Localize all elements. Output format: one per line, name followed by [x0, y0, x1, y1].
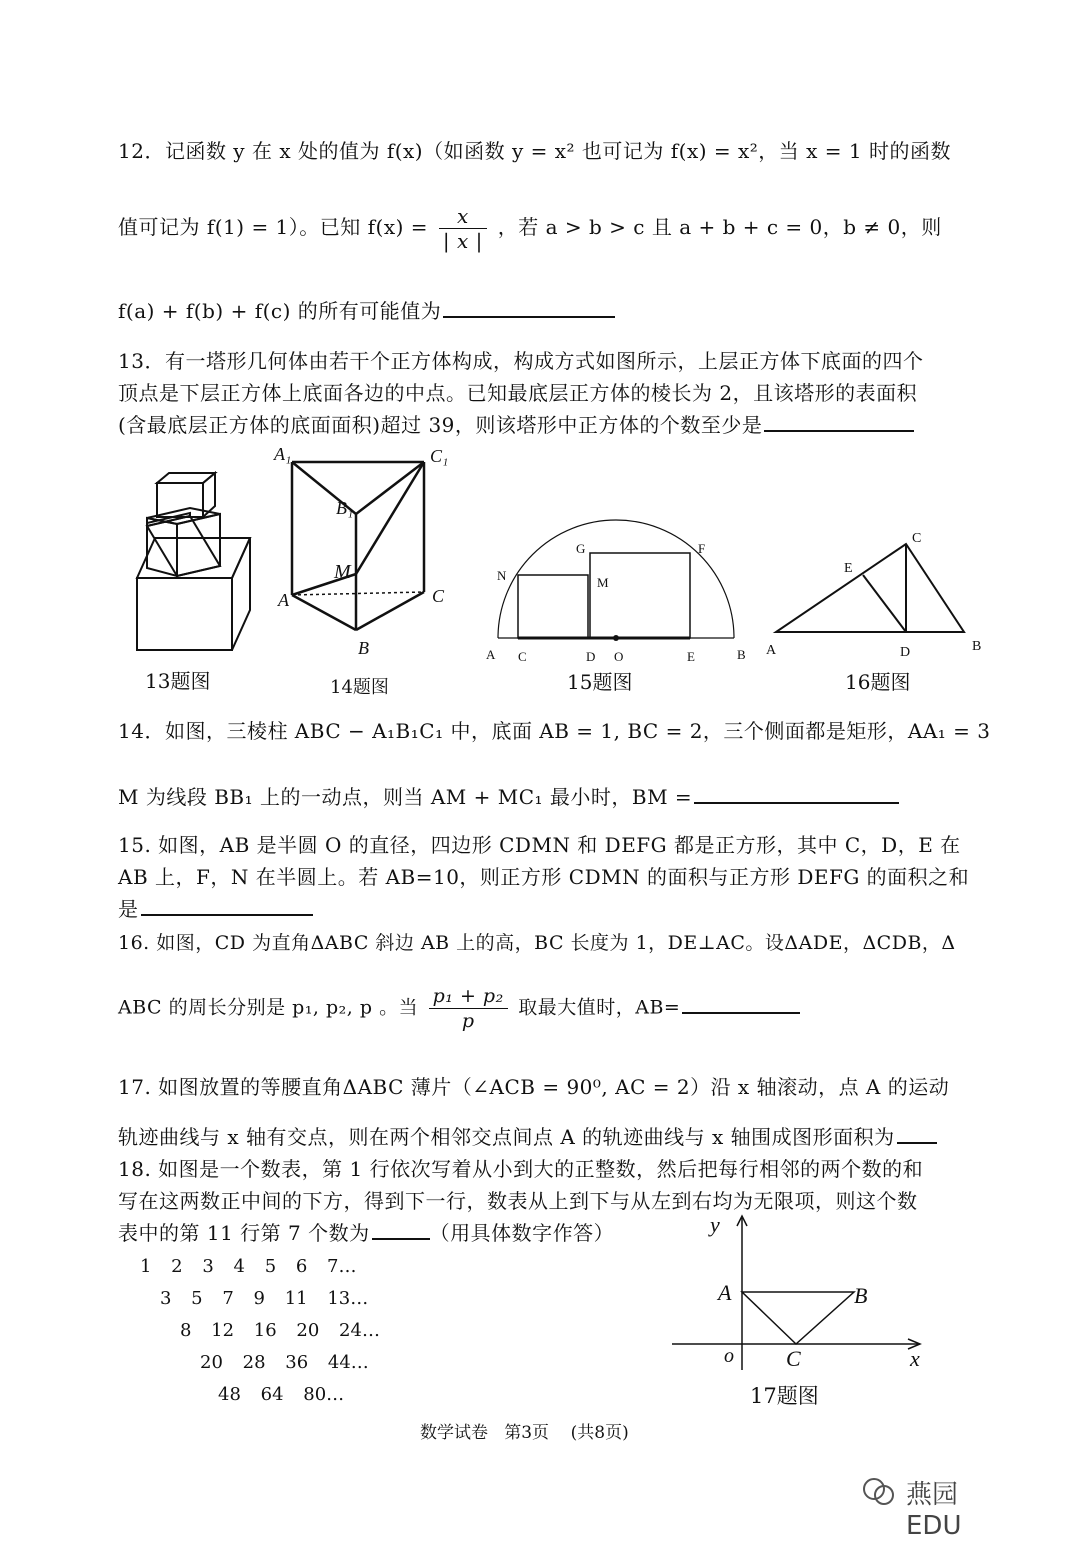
- q12-line2-b: ，若 a > b > c 且 a + b + c = 0，b ≠ 0，则: [497, 215, 942, 239]
- fig14-label-b: B: [358, 638, 369, 658]
- q18-table-row-4: 20 28 36 44…: [200, 1352, 369, 1373]
- q18-answer-blank[interactable]: [372, 1220, 430, 1240]
- q15-line2: AB 上，F，N 在半圆上。若 AB=10，则正方形 CDMN 的面积与正方形 DEFG 的面积之和: [118, 865, 970, 889]
- q18-table-row-1: 1 2 3 4 5 6 7…: [140, 1256, 357, 1277]
- fig17-label-o: o: [724, 1345, 734, 1367]
- q18-table-row-2: 3 5 7 9 11 13…: [160, 1288, 369, 1309]
- fig17-label-c: C: [786, 1346, 801, 1371]
- q15-line3: [118, 896, 313, 922]
- q15-line1: 15. 如图，AB 是半圆 O 的直径，四边形 CDMN 和 DEFG 都是正方形，其中 C，D，E 在: [118, 833, 961, 857]
- q18-line3-b: （用具体数字作答）: [429, 1221, 615, 1245]
- q17-answer-blank[interactable]: [897, 1124, 937, 1144]
- fig15-label-e: E: [687, 649, 695, 664]
- q16-line1: 16. 如图，CD 为直角ΔABC 斜边 AB 上的高，BC 长度为 1，DE⊥AC。设ΔADE，ΔCDB，Δ: [118, 932, 956, 954]
- q12-line3: [118, 298, 615, 324]
- fig13-tower: [130, 468, 260, 658]
- q18-line3: [118, 1220, 614, 1246]
- q12-line2: [118, 204, 942, 253]
- wechat-icon: [860, 1476, 898, 1508]
- q14-line2-text: M 为线段 BB₁ 上的一动点，则当 AM + MC₁ 最小时，BM =: [118, 785, 693, 809]
- fig14-label-c: C: [432, 586, 445, 606]
- q14-line2: [118, 784, 899, 810]
- q13-line3: [118, 412, 914, 438]
- fig16-triangle: [760, 520, 990, 660]
- q18-line2: 写在这两数正中间的下方，得到下一行，数表从上到下与从左到右均为无限项，则这个数: [118, 1189, 918, 1213]
- q13-line2: 顶点是下层正方体上底面各边的中点。已知最底层正方体的棱长为 2，且该塔形的表面积: [118, 381, 918, 405]
- fig16-label-e: E: [844, 561, 853, 576]
- fig14-label-m: M: [334, 561, 351, 583]
- q16-frac-num: p₁ + p₂: [429, 984, 508, 1009]
- fig17-label-b: B: [854, 1283, 868, 1308]
- fig16-label-c: C: [912, 531, 922, 546]
- fig15-label-f: F: [698, 541, 706, 556]
- q16-frac-den: p: [461, 1010, 475, 1032]
- q13-answer-blank[interactable]: [764, 412, 914, 432]
- fig14-label-a1: A₁: [274, 444, 292, 464]
- q14-line1: 14．如图，三棱柱 ABC − A₁B₁C₁ 中，底面 AB = 1, BC = 2，三个侧面都是矩形，AA₁ = 3: [118, 719, 991, 743]
- fig14-label-c1: C₁: [430, 446, 449, 466]
- fig15-caption: 15题图: [567, 670, 633, 694]
- fig14-caption: 14题图: [330, 677, 389, 698]
- q16-answer-blank[interactable]: [682, 994, 800, 1014]
- page-footer: 数学试卷 第3页 (共8页): [420, 1423, 629, 1443]
- fig15-semicircle: [480, 525, 760, 665]
- fig17-axes: [668, 1210, 938, 1380]
- fig16-caption: 16题图: [845, 670, 911, 694]
- q18-table-row-5: 48 64 80…: [218, 1384, 345, 1405]
- q16-line2-b: 取最大值时，AB=: [518, 996, 681, 1019]
- q17-line2: [118, 1124, 937, 1150]
- fig16-label-d: D: [900, 645, 911, 660]
- q12-fraction: [439, 204, 487, 253]
- q18-table-row-3: 8 12 16 20 24…: [180, 1320, 380, 1341]
- q12-frac-num: x: [439, 204, 487, 229]
- q16-line2-a: ABC 的周长分别是 p₁, p₂, p 。当: [118, 996, 419, 1019]
- q13-line3-text: (含最底层正方体的底面面积)超过 39，则该塔形中正方体的个数至少是: [118, 413, 763, 437]
- fig17-label-x: x: [910, 1346, 920, 1371]
- q15-answer-blank[interactable]: [141, 896, 313, 916]
- q16-line2: [118, 984, 800, 1033]
- q18-line3-a: 表中的第 11 行第 7 个数为: [118, 1221, 370, 1245]
- q13-line1: 13．有一塔形几何体由若干个正方体构成，构成方式如图所示，上层正方体下底面的四个: [118, 349, 924, 373]
- fig16-label-b: B: [972, 639, 982, 654]
- fig13-caption: 13题图: [145, 669, 211, 693]
- q12-line1: 12．记函数 y 在 x 处的值为 f(x)（如函数 y = x² 也可记为 f(x) = x²，当 x = 1 时的函数: [118, 139, 951, 163]
- fig15-label-b: B: [737, 647, 746, 662]
- q12-frac-den: | x |: [442, 229, 483, 253]
- q12-line2-a: 值可记为 f(1) = 1）。已知 f(x) =: [118, 215, 429, 239]
- fig15-label-m: M: [597, 575, 609, 590]
- fig17-caption: 17题图: [750, 1384, 819, 1408]
- fig17-label-y: y: [710, 1212, 720, 1237]
- q17-line2-text: 轨迹曲线与 x 轴有交点，则在两个相邻交点间点 A 的轨迹曲线与 x 轴围成图形面积为: [118, 1125, 895, 1149]
- q14-answer-blank[interactable]: [694, 784, 899, 804]
- fig15-label-o: O: [614, 649, 624, 664]
- q18-line1: 18. 如图是一个数表，第 1 行依次写着从小到大的正整数，然后把每行相邻的两个数的和: [118, 1157, 924, 1181]
- q16-fraction: [429, 984, 508, 1033]
- q15-line3-text: 是: [118, 897, 139, 921]
- q12-line3-text: f(a) + f(b) + f(c) 的所有可能值为: [118, 299, 442, 323]
- q17-line1: 17. 如图放置的等腰直角ΔABC 薄片（∠ACB = 90⁰, AC = 2）沿 x 轴滚动，点 A 的运动: [118, 1075, 950, 1099]
- fig14-prism: [272, 440, 462, 670]
- fig15-label-d: D: [586, 649, 596, 664]
- q12-answer-blank[interactable]: [443, 298, 615, 318]
- fig15-label-a: A: [486, 647, 496, 662]
- fig14-label-a: A: [278, 590, 289, 610]
- fig15-label-n: N: [497, 568, 507, 583]
- watermark-text: 燕园EDU: [906, 1480, 962, 1541]
- fig15-label-c: C: [518, 649, 527, 664]
- fig14-label-b1: B₁: [336, 498, 354, 518]
- fig17-label-a: A: [718, 1280, 732, 1305]
- fig15-label-g: G: [576, 541, 586, 556]
- fig16-label-a: A: [766, 643, 777, 658]
